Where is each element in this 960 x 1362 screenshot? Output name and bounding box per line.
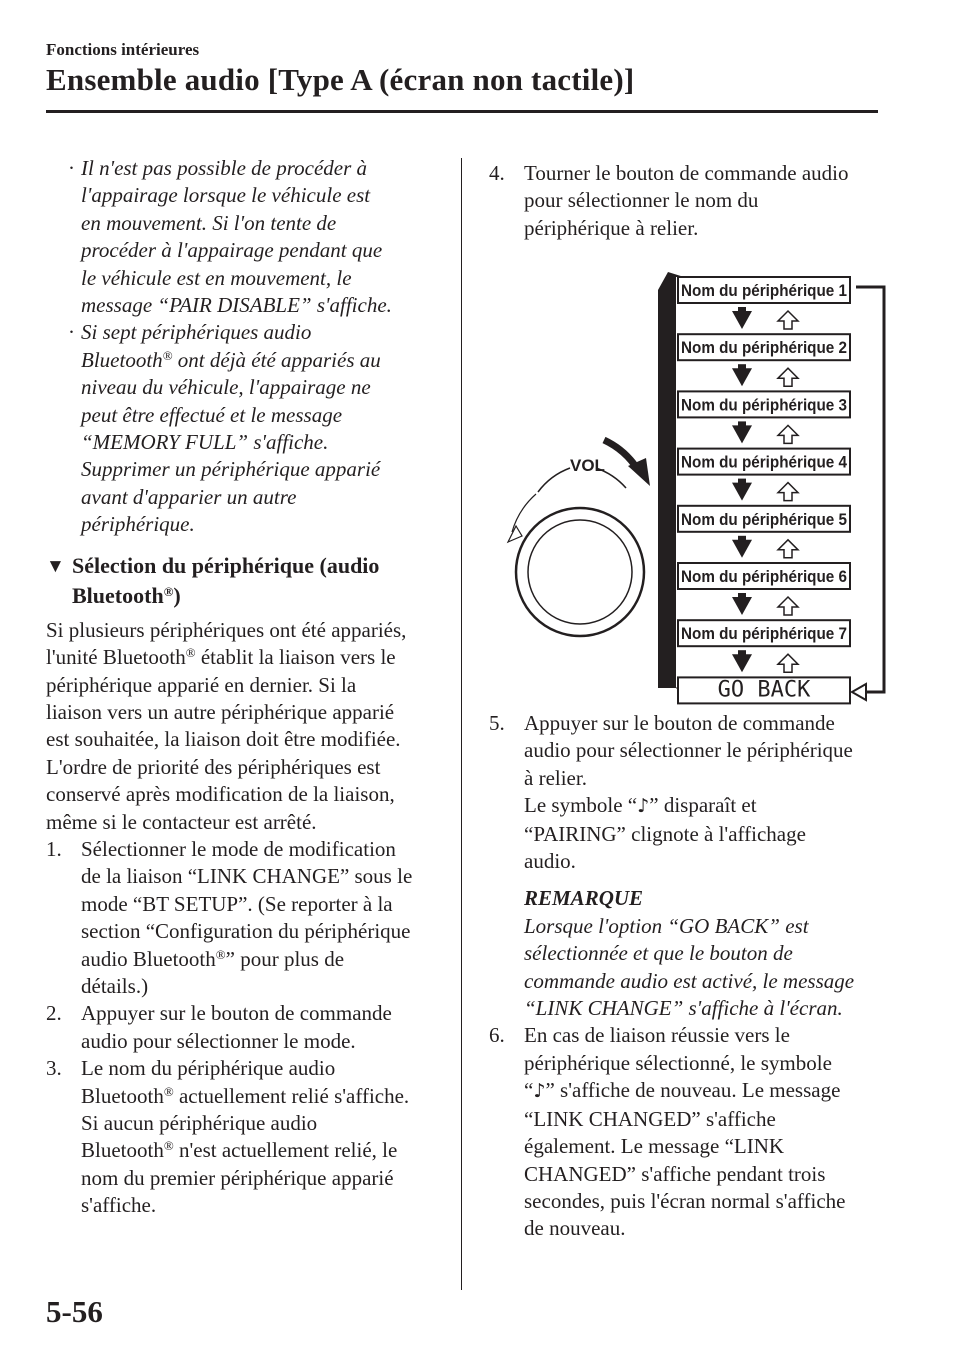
registered-mark: ®: [185, 645, 196, 661]
step-2: [46, 1000, 446, 1055]
text-line: Bluetooth® actuellement relié s'affiche.: [81, 1083, 410, 1108]
device-name-label: Nom du périphérique 1: [681, 281, 847, 300]
note-line: “LINK CHANGE” s'affiche à l'écran.: [524, 996, 843, 1021]
intro-paragraph: [46, 617, 446, 836]
text-line: Supprimer un périphérique apparié: [81, 457, 381, 482]
registered-mark: ®: [163, 1083, 174, 1099]
text-line: En cas de liaison réussie vers le: [524, 1023, 790, 1048]
arrow-up-icon: [778, 540, 798, 558]
device-list: [678, 277, 850, 703]
text-line: nom du premier périphérique apparié: [81, 1165, 394, 1190]
text-line: liaison vers un autre périphérique apparié: [46, 699, 395, 724]
text-line: l'appairage lorsque le véhicule est: [81, 183, 371, 208]
note-heading: REMARQUE: [524, 886, 644, 911]
knob-arc-left: [538, 468, 570, 492]
go-back-option: [678, 677, 850, 703]
music-note-icon: ♪: [637, 795, 650, 818]
column-divider: [461, 158, 462, 1290]
text-line: conservé après modification de la liaison,: [46, 782, 395, 807]
text-line: Appuyer sur le bouton de commande: [81, 1001, 392, 1026]
page-number: 5-56: [46, 1294, 103, 1329]
text-line: également. Le message “LINK: [524, 1134, 785, 1159]
device-option: [678, 391, 850, 417]
step-number: 3.: [46, 1056, 62, 1081]
music-note-icon: ♪: [533, 1080, 546, 1103]
text-line: “PAIRING” clignote à l'affichage: [524, 821, 806, 846]
text-line: audio pour sélectionner le périphérique: [524, 738, 853, 763]
arrow-down-stem: [738, 479, 746, 485]
text-line: même si le contacteur est arrêté.: [46, 809, 317, 834]
text-line: niveau du véhicule, l'appairage ne: [81, 375, 371, 400]
arrow-up-icon: [778, 483, 798, 501]
text-line: le véhicule est en mouvement, le: [81, 265, 352, 290]
text-line: à relier.: [524, 765, 587, 790]
text-line: de nouveau.: [524, 1216, 626, 1241]
text-line: Bluetooth® ont déjà été appariés au: [81, 347, 381, 372]
arrow-down-icon: [732, 540, 752, 558]
text-line: Il n'est pas possible de procéder à: [81, 156, 368, 180]
arrow-down-icon: [732, 483, 752, 501]
arrow-down-stem: [738, 421, 746, 427]
text-line: secondes, puis l'écran normal s'affiche: [524, 1188, 846, 1213]
text-line: Sélectionner le mode de modification: [81, 836, 396, 861]
arrow-down-icon: [732, 597, 752, 615]
device-name-label: Nom du périphérique 3: [681, 395, 847, 415]
right-column-lower: [489, 710, 889, 1243]
note-line: Lorsque l'option “GO BACK” est: [524, 913, 809, 938]
step-number: 2.: [46, 1001, 62, 1026]
text-line: pour sélectionner le nom du: [524, 188, 759, 213]
device-option: [678, 563, 850, 589]
step-5: [489, 710, 889, 1022]
text-line: audio Bluetooth®” pour plus de: [81, 946, 345, 971]
text-line: périphérique à relier.: [524, 215, 699, 240]
text-line: audio pour sélectionner le mode.: [81, 1028, 356, 1053]
arrow-down-stem: [738, 650, 746, 656]
left-column: [46, 155, 446, 1220]
device-name-label: Nom du périphérique 6: [681, 567, 847, 586]
wrap-around-line: [856, 287, 884, 692]
step-6: [489, 1022, 889, 1242]
knob-label: VOL: [570, 456, 605, 475]
device-option: [678, 620, 850, 646]
device-option: [678, 449, 850, 475]
note-bullet-pairing: [46, 155, 446, 319]
text-line: Appuyer sur le bouton de commande: [524, 711, 835, 735]
text-line: message “PAIR DISABLE” s'affiche.: [81, 293, 392, 318]
text-line: l'unité Bluetooth® établit la liaison vers le: [46, 645, 396, 670]
text-line: procéder à l'appairage pendant que: [81, 238, 383, 263]
arrow-up-icon: [778, 311, 798, 329]
step-number: 5.: [489, 711, 505, 735]
page-title: Ensemble audio [Type A (écran non tactile)]: [46, 62, 635, 97]
text-line: L'ordre de priorité des périphériques est: [46, 754, 381, 779]
arrow-down-stem: [738, 536, 746, 542]
text-line: périphérique.: [81, 512, 195, 537]
step-4: [489, 160, 889, 242]
text-line: détails.): [81, 973, 149, 998]
text-line: peut être effectué et le message: [81, 402, 343, 427]
text-line: avant d'apparier un autre: [81, 484, 297, 509]
text-line: s'affiche.: [81, 1193, 157, 1218]
knob-inner-ring: [528, 520, 632, 624]
text-line: section “Configuration du périphérique: [81, 919, 411, 944]
arrow-down-icon: [732, 425, 752, 443]
arrow-up-icon: [778, 597, 798, 615]
go-back-label: GO BACK: [717, 677, 811, 703]
right-column: [489, 160, 889, 242]
note-line: sélectionnée et que le bouton de: [524, 941, 793, 966]
text-line: Si aucun périphérique audio: [81, 1111, 318, 1135]
text-line: en mouvement. Si l'on tente de: [81, 210, 337, 235]
device-name-label: Nom du périphérique 4: [681, 452, 848, 472]
text-line: périphérique apparié en dernier. Si la: [46, 672, 357, 697]
registered-mark: ®: [215, 946, 226, 962]
title-rule: [46, 110, 878, 113]
note-line: commande audio est activé, le message: [524, 968, 855, 993]
device-name-label: Nom du périphérique 7: [681, 624, 847, 644]
text-line: Le nom du périphérique audio: [81, 1056, 336, 1081]
device-option: [678, 506, 850, 532]
arrow-up-icon: [778, 654, 798, 672]
text-line: “♪” s'affiche de nouveau. Le message: [524, 1078, 841, 1103]
wrap-around-arrow-icon: [852, 684, 866, 700]
text-line: mode “BT SETUP”. (Se reporter à la: [81, 891, 393, 916]
text-line: Bluetooth® n'est actuellement relié, le: [81, 1138, 398, 1163]
text-line: “MEMORY FULL” s'affiche.: [81, 430, 329, 455]
device-option: [678, 277, 850, 303]
arrow-down-stem: [738, 593, 746, 599]
heading-line: Bluetooth®): [72, 582, 181, 608]
step-number: 1.: [46, 836, 62, 861]
text-line: est souhaitée, la liaison doit être modifiée.: [46, 727, 401, 752]
text-line: périphérique sélectionné, le symbole: [524, 1050, 832, 1075]
arrow-up-icon: [778, 368, 798, 386]
step-number: 6.: [489, 1023, 505, 1048]
arrow-down-stem: [738, 364, 746, 370]
registered-mark: ®: [163, 583, 174, 599]
heading-marker: ▼: [46, 555, 65, 577]
arrow-down-icon: [732, 654, 752, 672]
text-line: Le symbole “♪” disparaît et: [524, 793, 757, 818]
section-label: Fonctions intérieures: [46, 40, 200, 59]
text-line: de la liaison “LINK CHANGE” sous le: [81, 864, 413, 889]
arrow-down-stem: [738, 307, 746, 313]
text-line: “LINK CHANGED” s'affiche: [524, 1106, 776, 1131]
registered-mark: ®: [162, 347, 173, 363]
registered-mark: ®: [163, 1138, 174, 1154]
heading-line: Sélection du périphérique (audio: [72, 552, 380, 578]
arrow-up-icon: [778, 425, 798, 443]
device-name-label: Nom du périphérique 2: [681, 338, 847, 358]
text-line: CHANGED” s'affiche pendant trois: [524, 1161, 826, 1186]
return-bracket-left: [658, 290, 676, 688]
rotate-left-arrowhead-icon: [508, 526, 522, 542]
arrow-down-icon: [732, 311, 752, 329]
volume-knob: [508, 440, 650, 636]
text-line: Si sept périphériques audio: [81, 320, 312, 345]
section-heading: [46, 551, 446, 611]
bullet-dot: ·: [68, 156, 75, 180]
text-line: Tourner le bouton de commande audio: [524, 161, 849, 185]
step-1: [46, 836, 446, 1000]
text-line: audio.: [524, 849, 576, 874]
text-line: Si plusieurs périphériques ont été appariés,: [46, 617, 407, 642]
device-selection-diagram: [500, 272, 900, 710]
device-option: [678, 334, 850, 360]
step-number: 4.: [489, 161, 505, 185]
knob-outer-ring: [516, 508, 644, 636]
step-3: [46, 1055, 446, 1219]
bullet-dot: ·: [68, 320, 75, 345]
note-bullet-memory: [46, 319, 446, 538]
arrow-down-icon: [732, 368, 752, 386]
device-name-label: Nom du périphérique 5: [681, 509, 847, 529]
